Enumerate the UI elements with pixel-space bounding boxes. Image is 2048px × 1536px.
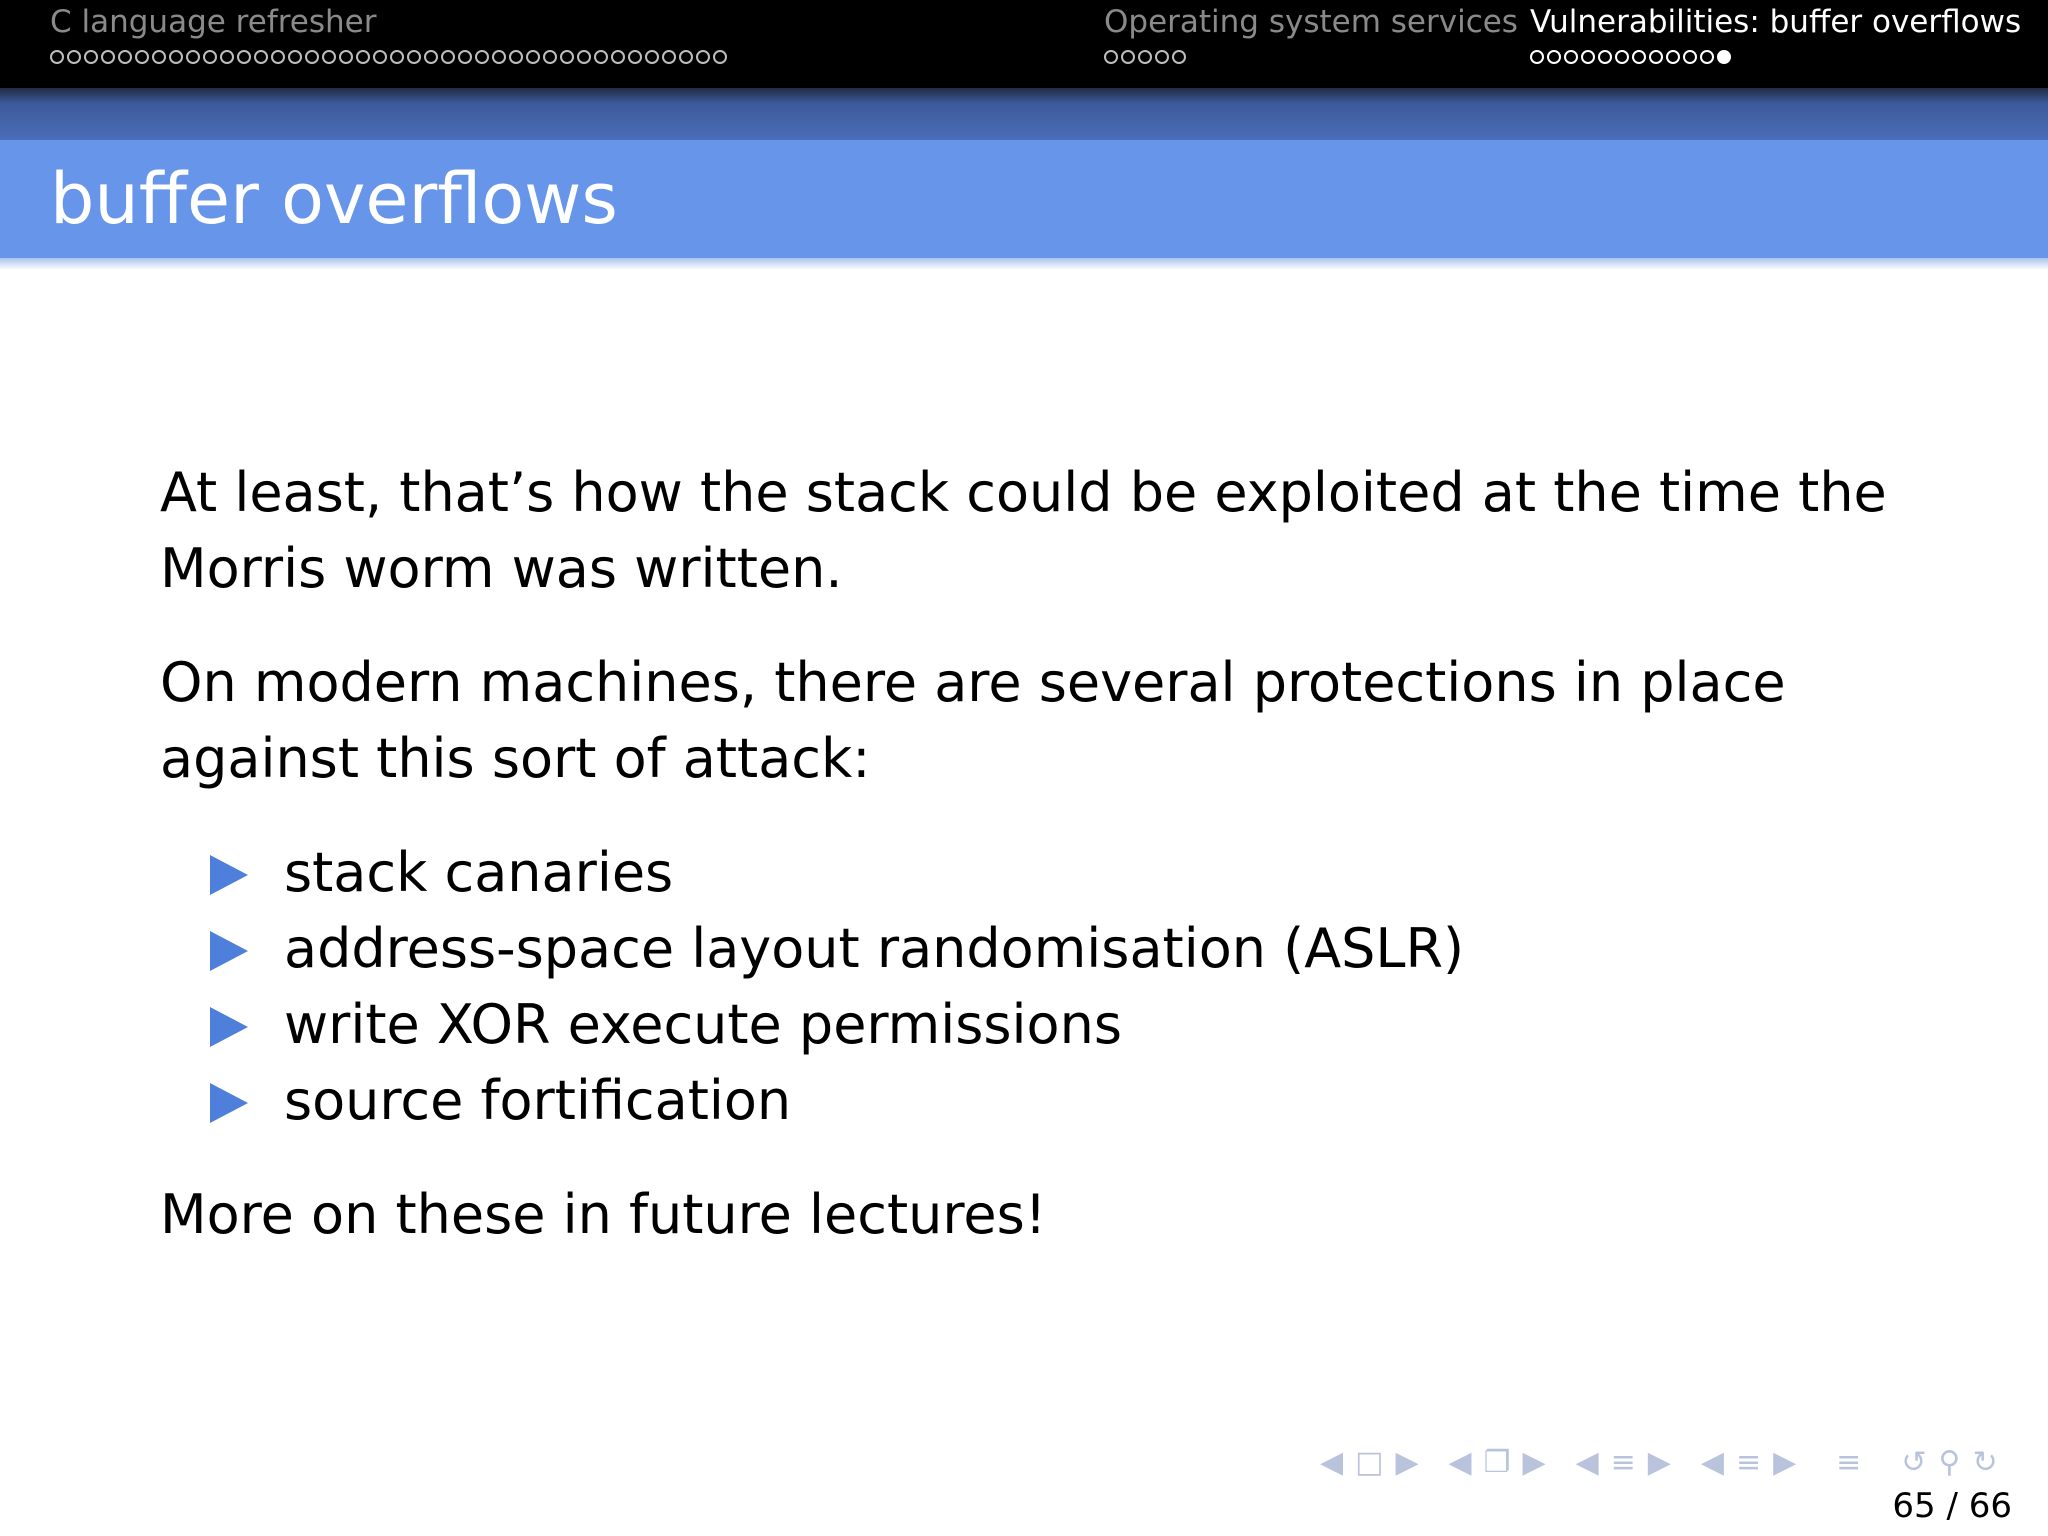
list-item-text: stack canaries [284,841,674,904]
nav-dot[interactable] [288,50,302,64]
nav-dot[interactable] [322,50,336,64]
search-icon[interactable]: ⚲ [1938,1444,1961,1480]
nav-dot[interactable] [305,50,319,64]
protections-list [160,835,1920,1139]
nav-dot[interactable] [84,50,98,64]
nav-dot[interactable] [662,50,676,64]
nav-dot[interactable] [339,50,353,64]
nav-dot[interactable] [611,50,625,64]
subsection-icon[interactable]: ❐ [1483,1444,1511,1480]
header-navigation [0,0,2048,88]
nav-dot[interactable] [577,50,591,64]
nav-dot[interactable] [1717,50,1731,64]
nav-dot[interactable] [645,50,659,64]
nav-dot[interactable] [1530,50,1544,64]
nav-dot[interactable] [713,50,727,64]
nav-dot[interactable] [373,50,387,64]
nav-dot[interactable] [628,50,642,64]
list-item-text: write XOR execute permissions [284,993,1122,1056]
paragraph-modern-protections: On modern machines, there are several protections in place against this sort of attack: [160,651,1786,790]
nav-dot[interactable] [458,50,472,64]
page-number: 65 / 66 [1892,1486,2012,1526]
list-item-text: source fortification [284,1069,792,1132]
nav-section-title[interactable]: Operating system services [1104,4,1518,40]
arrow-left-icon[interactable]: ◀ [1575,1444,1599,1480]
nav-dots [50,50,727,64]
nav-dot[interactable] [441,50,455,64]
forward-icon[interactable]: ↻ [1972,1444,1998,1480]
list-item [210,911,1920,987]
paragraph-morris-worm: At least, that’s how the stack could be exploited at the time the Morris worm was written. [160,461,1887,600]
nav-dot[interactable] [1547,50,1561,64]
nav-dot[interactable] [203,50,217,64]
list-item [210,1063,1920,1139]
nav-dot[interactable] [1700,50,1714,64]
nav-dot[interactable] [1138,50,1152,64]
arrow-right-icon[interactable]: ▶ [1522,1444,1546,1480]
nav-dots [1104,50,1186,64]
triangle-bullet-icon [210,931,248,971]
nav-dot[interactable] [1649,50,1663,64]
back-icon[interactable]: ↺ [1901,1444,1927,1480]
nav-dot[interactable] [135,50,149,64]
nav-section-title[interactable]: C language refresher [50,4,377,40]
triangle-bullet-icon [210,855,248,895]
page-total: 66 [1968,1486,2012,1526]
nav-dot[interactable] [560,50,574,64]
nav-dot[interactable] [509,50,523,64]
nav-dot[interactable] [186,50,200,64]
nav-dot[interactable] [696,50,710,64]
nav-dot[interactable] [1104,50,1118,64]
arrow-right-icon[interactable]: ▶ [1773,1444,1797,1480]
nav-dot[interactable] [390,50,404,64]
nav-section-title[interactable]: Vulnerabilities: buffer overflows [1530,4,2022,40]
nav-dot[interactable] [169,50,183,64]
arrow-left-icon[interactable]: ◀ [1320,1444,1344,1480]
nav-dot[interactable] [1155,50,1169,64]
arrow-left-icon[interactable]: ◀ [1448,1444,1472,1480]
nav-dot[interactable] [1581,50,1595,64]
nav-dot[interactable] [407,50,421,64]
nav-dot[interactable] [492,50,506,64]
list-item-text: address-space layout randomisation (ASLR) [284,917,1465,980]
list-item [210,987,1920,1063]
arrow-left-icon[interactable]: ◀ [1700,1444,1724,1480]
nav-dot[interactable] [50,50,64,64]
nav-dot[interactable] [526,50,540,64]
nav-dot[interactable] [1121,50,1135,64]
list-item [210,835,1920,911]
nav-dot[interactable] [1632,50,1646,64]
nav-dot[interactable] [220,50,234,64]
nav-dot[interactable] [475,50,489,64]
nav-dot[interactable] [1666,50,1680,64]
triangle-bullet-icon [210,1007,248,1047]
paragraph-future-lectures: More on these in future lectures! [160,1183,1047,1246]
nav-dots [1530,50,1731,64]
nav-dot[interactable] [356,50,370,64]
nav-dot[interactable] [101,50,115,64]
nav-dot[interactable] [67,50,81,64]
triangle-bullet-icon [210,1083,248,1123]
nav-dot[interactable] [1564,50,1578,64]
frame-title: buffer overflows [50,158,618,240]
nav-dot[interactable] [1615,50,1629,64]
nav-dot[interactable] [237,50,251,64]
nav-dot[interactable] [594,50,608,64]
section-icon[interactable]: ≡ [1610,1444,1636,1480]
nav-dot[interactable] [1683,50,1697,64]
nav-dot[interactable] [271,50,285,64]
nav-dot[interactable] [118,50,132,64]
header-gradient-band [0,88,2048,140]
beamer-navigation-symbols [1320,1444,2010,1480]
nav-dot[interactable] [543,50,557,64]
nav-dot[interactable] [254,50,268,64]
list-icon[interactable]: ≡ [1735,1444,1762,1480]
list-icon[interactable]: ≡ [1836,1444,1862,1480]
nav-dot[interactable] [679,50,693,64]
arrow-right-icon[interactable]: ▶ [1395,1444,1419,1480]
slide-content [160,455,1920,1291]
frame-icon[interactable]: □ [1355,1444,1384,1480]
nav-dot[interactable] [424,50,438,64]
nav-dot[interactable] [152,50,166,64]
arrow-right-icon[interactable]: ▶ [1647,1444,1671,1480]
nav-dot[interactable] [1598,50,1612,64]
frame-title-bar [0,140,2048,258]
page-current: 65 [1892,1486,1936,1526]
nav-dot[interactable] [1172,50,1186,64]
